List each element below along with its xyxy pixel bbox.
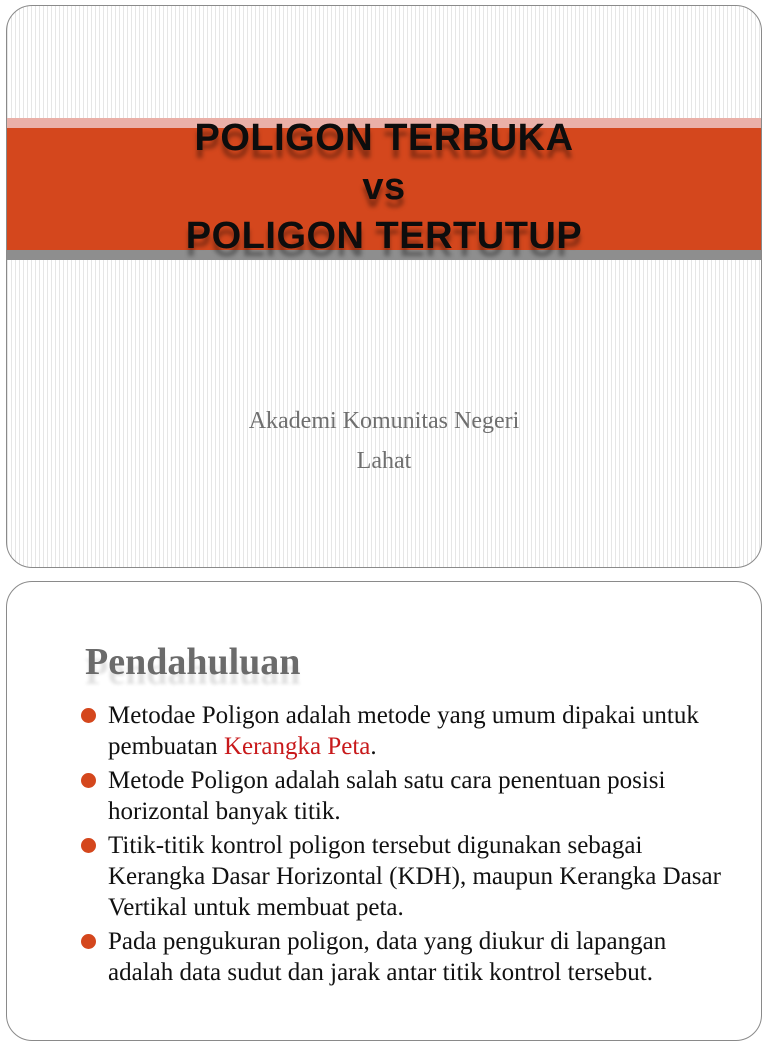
bullet-dot-icon	[81, 934, 96, 949]
bullet-item	[79, 926, 731, 988]
subtitle-line: Lahat	[356, 448, 412, 474]
slide-heading: Pendahuluan	[85, 641, 301, 683]
bullet-dot-icon	[81, 708, 96, 723]
title-line: POLIGON TERTUTUP	[185, 215, 583, 257]
slide-title	[7, 114, 761, 261]
bullet-text: Metodae Poligon adalah metode yang umum dipakai untuk pembuatan	[108, 702, 699, 760]
bullet-text-end: .	[370, 733, 377, 760]
bullet-text: Titik-titik kontrol poligon tersebut digunakan sebagai Kerangka Dasar Horizontal (KDH), maupun Kerangka Dasar Vertikal untuk membuat peta.	[108, 832, 721, 921]
subtitle-line: Akademi Komunitas Negeri	[248, 408, 520, 434]
bullet-list	[79, 700, 731, 991]
kerangka-peta-link[interactable]: Kerangka Peta	[223, 733, 371, 760]
bullet-item	[79, 700, 731, 762]
bullet-dot-icon	[81, 773, 96, 788]
title-line: vs	[362, 166, 406, 208]
title-slide	[6, 5, 762, 568]
bullet-item	[79, 830, 731, 923]
bullet-text: Pada pengukuran poligon, data yang diukur di lapangan adalah data sudut dan jarak antar titik kontrol tersebut.	[108, 928, 667, 986]
bullet-text: Metode Poligon adalah salah satu cara penentuan posisi horizontal banyak titik.	[108, 767, 666, 825]
title-line: POLIGON TERBUKA	[194, 117, 574, 159]
slide-subtitle	[7, 401, 761, 481]
bullet-item	[79, 765, 731, 827]
bullet-dot-icon	[81, 838, 96, 853]
content-slide	[6, 581, 762, 1041]
